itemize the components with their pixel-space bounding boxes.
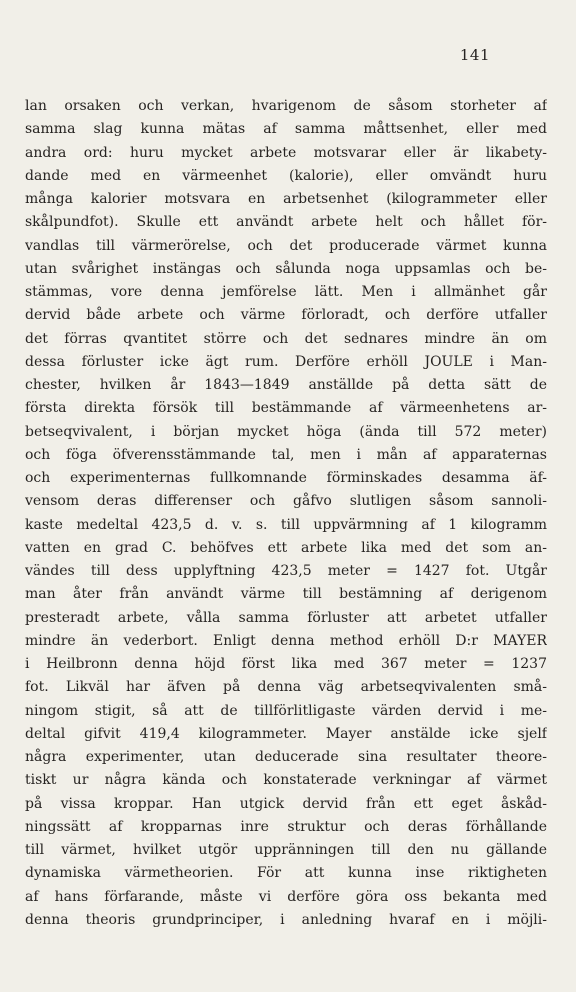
text-line: man åter från användt värme till bestämning af derigenom bbox=[25, 586, 547, 603]
text-line: ningssätt af kropparnas inre struktur och deras förhållande bbox=[25, 818, 547, 835]
text-line: och föga öfverensstämmande tal, men i mån af apparaternas bbox=[25, 446, 547, 463]
text-line: i Heilbronn denna höjd först lika med 367 meter = 1237 bbox=[25, 656, 547, 672]
body-text bbox=[25, 95, 547, 932]
text-line: dessa förluster icke ägt rum. Derföre erhöll JOULE i Man- bbox=[25, 353, 547, 370]
page-number: 141 bbox=[459, 46, 490, 64]
text-line: vensom deras differenser och gåfvo slutligen såsom sannoli- bbox=[25, 493, 547, 510]
text-line: mindre än vederbort. Enligt denna method erhöll D:r MAYER bbox=[25, 632, 547, 649]
text-line: vändes till dess upplyftning 423,5 meter = 1427 fot. Utgår bbox=[25, 563, 547, 579]
text-line: denna theoris grundprinciper, i anledning hvaraf en i möjli- bbox=[25, 911, 547, 928]
text-line: vatten en grad C. behöfves ett arbete lika med det som an- bbox=[25, 539, 547, 556]
text-line: chester, hvilken år 1843—1849 anställde på detta sätt de bbox=[25, 377, 547, 393]
text-line: samma slag kunna mätas af samma måttsenhet, eller med bbox=[25, 121, 547, 138]
text-line: utan svårighet instängas och sålunda noga uppsamlas och be- bbox=[25, 260, 547, 277]
text-line: ningom stigit, så att de tillförlitligaste värden dervid i me- bbox=[25, 702, 547, 719]
text-line: och experimenternas fullkomnande förminskades desamma äf- bbox=[25, 470, 547, 486]
text-line: fot. Likväl har äfven på denna väg arbetseqvivalenten små- bbox=[25, 679, 547, 696]
text-line: lan orsaken och verkan, hvarigenom de såsom storheter af bbox=[25, 98, 547, 114]
text-line: många kalorier motsvara en arbetsenhet (kilogrammeter eller bbox=[25, 191, 547, 207]
text-line: första direkta försök till bestämmande af värmeenhetens ar- bbox=[25, 400, 547, 417]
text-line: dynamiska värmetheorien. För att kunna inse riktigheten bbox=[25, 865, 547, 882]
text-line: skålpundfot). Skulle ett användt arbete helt och hållet för- bbox=[25, 214, 547, 231]
text-line: kaste medeltal 423,5 d. v. s. till uppvärmning af 1 kilogramm bbox=[25, 516, 547, 533]
text-line: deltal gifvit 419,4 kilogrammeter. Mayer anstälde icke sjelf bbox=[25, 725, 547, 742]
text-line: på vissa kroppar. Han utgick dervid från ett eget åskåd- bbox=[25, 795, 547, 812]
text-line: stämmas, vore denna jemförelse lätt. Men i allmänhet går bbox=[25, 284, 547, 300]
text-line: vandlas till värmerörelse, och det producerade värmet kunna bbox=[25, 237, 547, 254]
text-line: presteradt arbete, vålla samma förluster att arbetet utfaller bbox=[25, 609, 547, 626]
text-line: några experimenter, utan deducerade sina resultater theore- bbox=[25, 749, 547, 765]
text-line: dande med en värmeenhet (kalorie), eller omvändt huru bbox=[25, 167, 547, 184]
text-line: det förras qvantitet större och det sednares mindre än om bbox=[25, 330, 547, 347]
text-line: af hans förfarande, måste vi derföre göra oss bekanta med bbox=[25, 888, 547, 905]
text-line: dervid både arbete och värme förloradt, och derföre utfaller bbox=[25, 307, 547, 324]
text-line: till värmet, hvilket utgör uppränningen till den nu gällande bbox=[25, 842, 547, 858]
text-line: tiskt ur några kända och konstaterade verkningar af värmet bbox=[25, 772, 547, 789]
text-line: betseqvivalent, i början mycket höga (ända till 572 meter) bbox=[25, 423, 547, 440]
text-line: andra ord: huru mycket arbete motsvarar eller är likabety- bbox=[25, 144, 547, 161]
